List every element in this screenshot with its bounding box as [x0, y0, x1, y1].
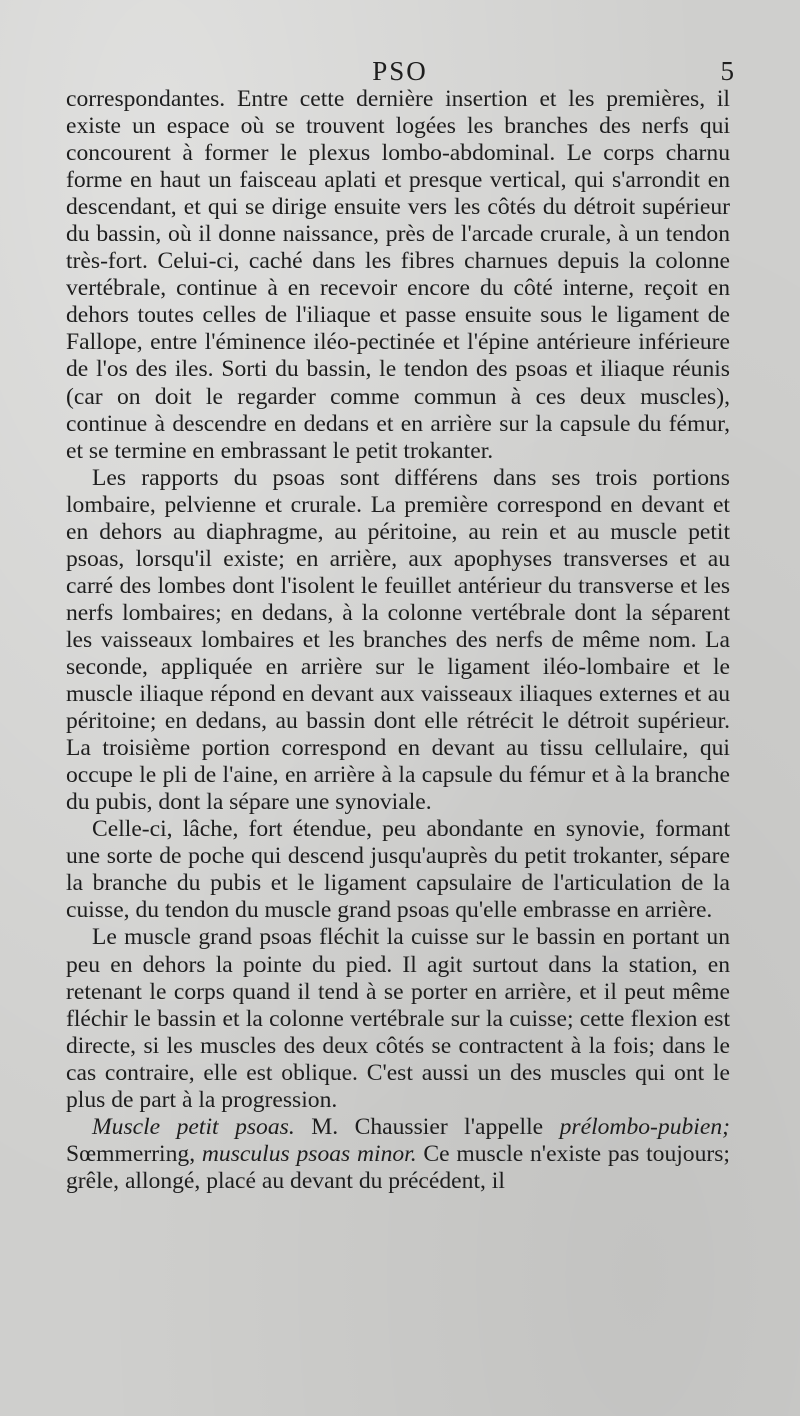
body-text: [66, 86, 730, 1195]
paragraph-petit-psoas: [66, 1114, 730, 1195]
paragraph: Celle-ci, lâche, fort étendue, peu abondante en synovie, formant une sorte de poche qui descend jusqu'auprès du petit trokanter, sépare la branche du pubis et le ligament capsulaire de l'articulation de la cuisse, du tendon du muscle grand psoas qu'elle embrasse en arrière.: [66, 816, 730, 924]
running-head: [66, 56, 734, 90]
paragraph: correspondantes. Entre cette dernière insertion et les premières, il existe un espace où se trouvent logées les branches des nerfs qui concourent à former le plexus lombo-abdominal. Le corps charnu forme en haut un faisceau aplati et presque vertical, qui s'arrondit en descendant, et qui se dirige ensuite vers les côtés du détroit supérieur du bassin, où il donne naissance, près de l'arcade crurale, à un tendon très-fort. Celui-ci, caché dans les fibres charnues depuis la colonne vertébrale, continue à en recevoir encore du côté interne, reçoit en dehors toutes celles de l'iliaque et passe ensuite sous le ligament de Fallope, entre l'éminence iléo-pectinée et l'épine antérieure inférieure de l'os des iles. Sorti du bassin, le tendon des psoas et iliaque réunis (car on doit le regarder comme commun à ces deux muscles), continue à descendre en dedans et en arrière sur la capsule du fémur, et se termine en embrassant le petit trokanter.: [66, 86, 730, 464]
paragraph: Le muscle grand psoas fléchit la cuisse sur le bassin en portant un peu en dehors la pointe du pied. Il agit surtout dans la station, en retenant le corps quand il tend à se porter en arrière, et il peut même fléchir le bassin et la colonne vertébrale sur la cuisse; cette flexion est directe, si les muscles des deux côtés se contractent à la fois; dans le cas contraire, elle est oblique. C'est aussi un des muscles qui ont le plus de part à la progression.: [66, 924, 730, 1113]
text-segment: Ce muscle n'existe pas toujours; grêle, allongé, placé au devant du précédent, il: [66, 1140, 730, 1194]
running-title: PSO: [372, 56, 428, 86]
heading-petit-psoas: Muscle petit psoas.: [92, 1113, 295, 1140]
paragraph: Les rapports du psoas sont différens dans ses trois portions lombaire, pelvienne et crurale. La première correspond en devant et en dehors au diaphragme, au péritoine, au rein et au muscle petit psoas, lorsqu'il existe; en arrière, aux apophyses transverses et au carré des lombes dont l'isolent le feuillet antérieur du transverse et les nerfs lombaires; en dedans, à la colonne vertébrale dont la séparent les vaisseaux lombaires et les branches des nerfs de même nom. La seconde, appliquée en arrière sur le ligament iléo-lombaire et le muscle iliaque répond en devant aux vaisseaux iliaques externes et au péritoine; en dedans, au bassin dont elle rétrécit le détroit supérieur. La troisième portion correspond en devant au tissu cellulaire, qui occupe le pli de l'aine, en arrière à la capsule du fémur et à la branche du pubis, dont la sépare une synoviale.: [66, 464, 730, 816]
term-prelombo-pubien: prélombo-pubien;: [559, 1113, 730, 1140]
text-segment: M. Chaussier l'appelle: [294, 1113, 560, 1140]
term-psoas-minor: musculus psoas minor.: [201, 1140, 417, 1167]
text-segment: Sœmmerring,: [66, 1140, 202, 1167]
page-number: 5: [720, 56, 734, 86]
